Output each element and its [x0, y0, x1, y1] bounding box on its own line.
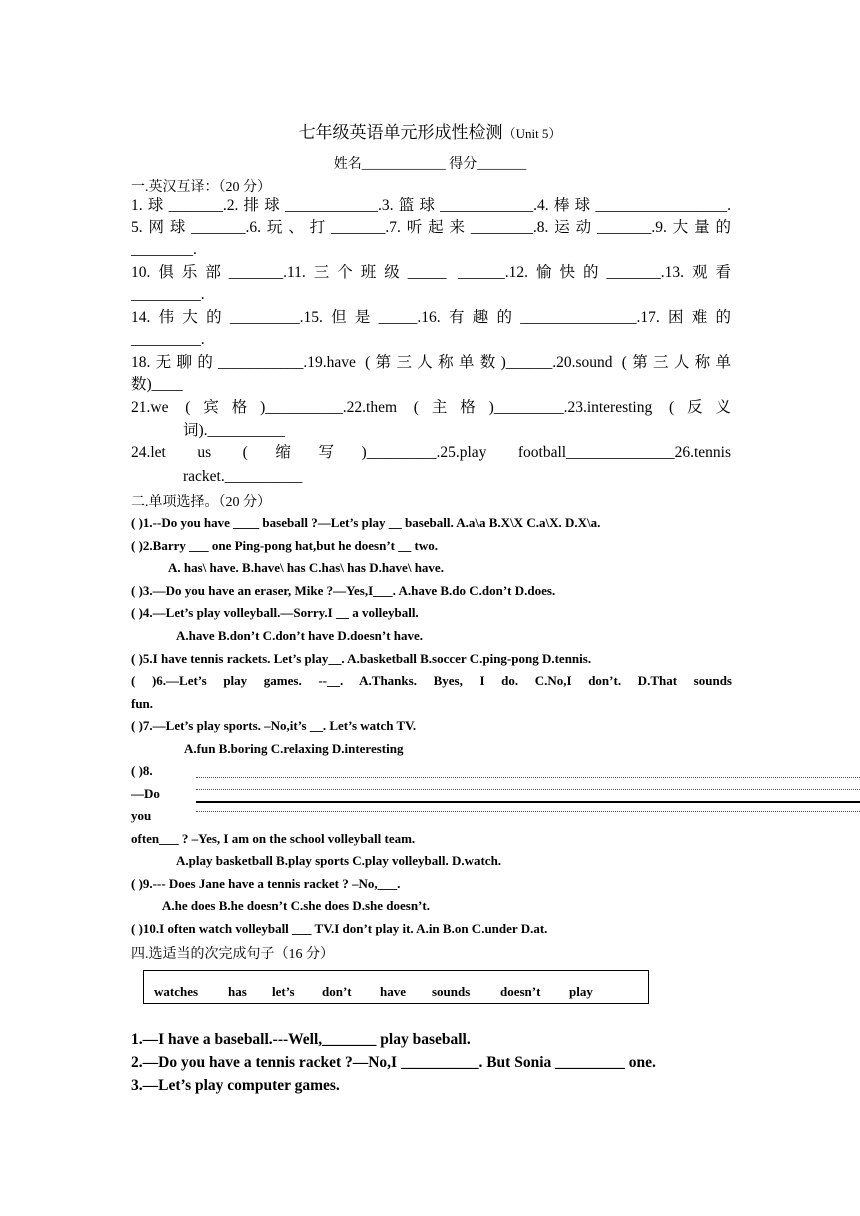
vocab-line: racket.__________ [183, 468, 303, 485]
word-bank-item: has [228, 984, 247, 999]
options-line: A.play basketball B.play sports C.play volleyball. D.watch. [176, 853, 502, 868]
question-line: ( )9.--- Does Jane have a tennis racket ? –No,___. [131, 876, 401, 891]
word-bank-item: don’t [322, 984, 352, 999]
fill-sentence: 1.—I have a baseball.---Well,_______ play baseball. [131, 1031, 471, 1048]
fill-sentence: 2.—Do you have a tennis racket ?—No,I __________. But Sonia _________ one. [131, 1054, 656, 1071]
question-line: ( )2.Barry ___ one Ping-pong hat,but he doesn’t __ two. [131, 538, 438, 553]
vocab-line: _________. [131, 286, 205, 303]
vocab-line: 数)____ [131, 376, 183, 393]
question-line: —Do [131, 786, 160, 801]
word-bank-item: play [569, 984, 593, 999]
word-bank-item: have [380, 984, 406, 999]
word-bank-item: watches [154, 984, 199, 999]
question-line: fun. [131, 696, 154, 711]
question-line: often___ ? –Yes, I am on the school volleyball team. [131, 831, 416, 846]
options-line: A.have B.don’t C.don’t have D.doesn’t have. [176, 628, 424, 643]
word-bank-box [143, 970, 649, 1004]
vocab-line: 5.网球_______.6.玩、打_______.7.听起来________.8.运动_______.9.大量的 [131, 219, 731, 236]
title-main: 七年级英语单元形成性检测 [298, 123, 503, 142]
title-unit: （Unit 5） [502, 126, 562, 141]
fill-sentence: 3.—Let’s play computer games. [131, 1077, 340, 1094]
word-bank-item: doesn’t [500, 984, 541, 999]
word-bank-item: sounds [432, 984, 471, 999]
dotted-rule [196, 777, 860, 778]
section2-heading: 二.单项选择。（20 分） [131, 495, 271, 510]
vocab-line: 10.俱乐部_______.11.三个班级_____ ______.12.愉快的_______.13.观看 [131, 264, 731, 281]
vocab-line: 1.球_______.2.排球____________.3.篮球____________.4.棒球_________________. [131, 197, 731, 214]
section1-heading: 一.英汉互译：（20 分） [131, 180, 271, 195]
solid-rule [196, 801, 860, 803]
options-line: A.fun B.boring C.relaxing D.interesting [184, 741, 404, 756]
question-line: you [131, 808, 152, 823]
vocab-line: 18.无聊的___________.19.have (第三人称单数)______.20.sound (第三人称单 [131, 354, 731, 371]
vocab-line: _________. [131, 331, 205, 348]
name-score-line: 姓名____________ 得分_______ [333, 157, 527, 172]
dotted-rule [196, 811, 860, 812]
question-line: ( )5.I have tennis rackets. Let’s play__. A.basketball B.soccer C.ping-pong D.tennis. [131, 651, 592, 666]
dotted-rule [196, 789, 860, 790]
options-line: A. has\ have. B.have\ has C.has\ has D.have\ have. [168, 560, 444, 575]
question-line: ( )7.—Let’s play sports. –No,it’s __. Let’s watch TV. [131, 718, 417, 733]
word-bank-item: let’s [272, 984, 295, 999]
page-title [0, 118, 860, 143]
vocab-line: 21.we (宾格)__________.22.them (主格)_________.23.interesting (反义 [131, 399, 731, 416]
vocab-line: ________. [131, 241, 197, 258]
question-line: ( )6.—Let’s play games. --__. A.Thanks. Byes, I do. C.No,I don’t. D.That sounds [131, 673, 732, 688]
question-line: ( )3.—Do you have an eraser, Mike ?—Yes,I___. A.have B.do C.don’t D.does. [131, 583, 556, 598]
vocab-line: 24.let us (缩写)_________.25.play football______________26.tennis [131, 444, 731, 461]
options-line: A.he does B.he doesn’t C.she does D.she doesn’t. [162, 898, 430, 913]
vocab-line: 词).__________ [183, 422, 286, 439]
section4-heading: 四.选适当的次完成句子（16 分） [131, 947, 334, 962]
question-line: ( )4.—Let’s play volleyball.—Sorry.I __ a volleyball. [131, 605, 419, 620]
vocab-line: 14.伟大的_________.15.但是_____.16.有趣的_______________.17.困难的 [131, 309, 731, 326]
question-line: ( )10.I often watch volleyball ___ TV.I don’t play it. A.in B.on C.under D.at. [131, 921, 548, 936]
question-line: ( )1.--Do you have ____ baseball ?—Let’s play __ baseball. A.a\a B.X\X C.a\X. D.X\a. [131, 515, 601, 530]
question-line: ( )8. [131, 763, 153, 778]
